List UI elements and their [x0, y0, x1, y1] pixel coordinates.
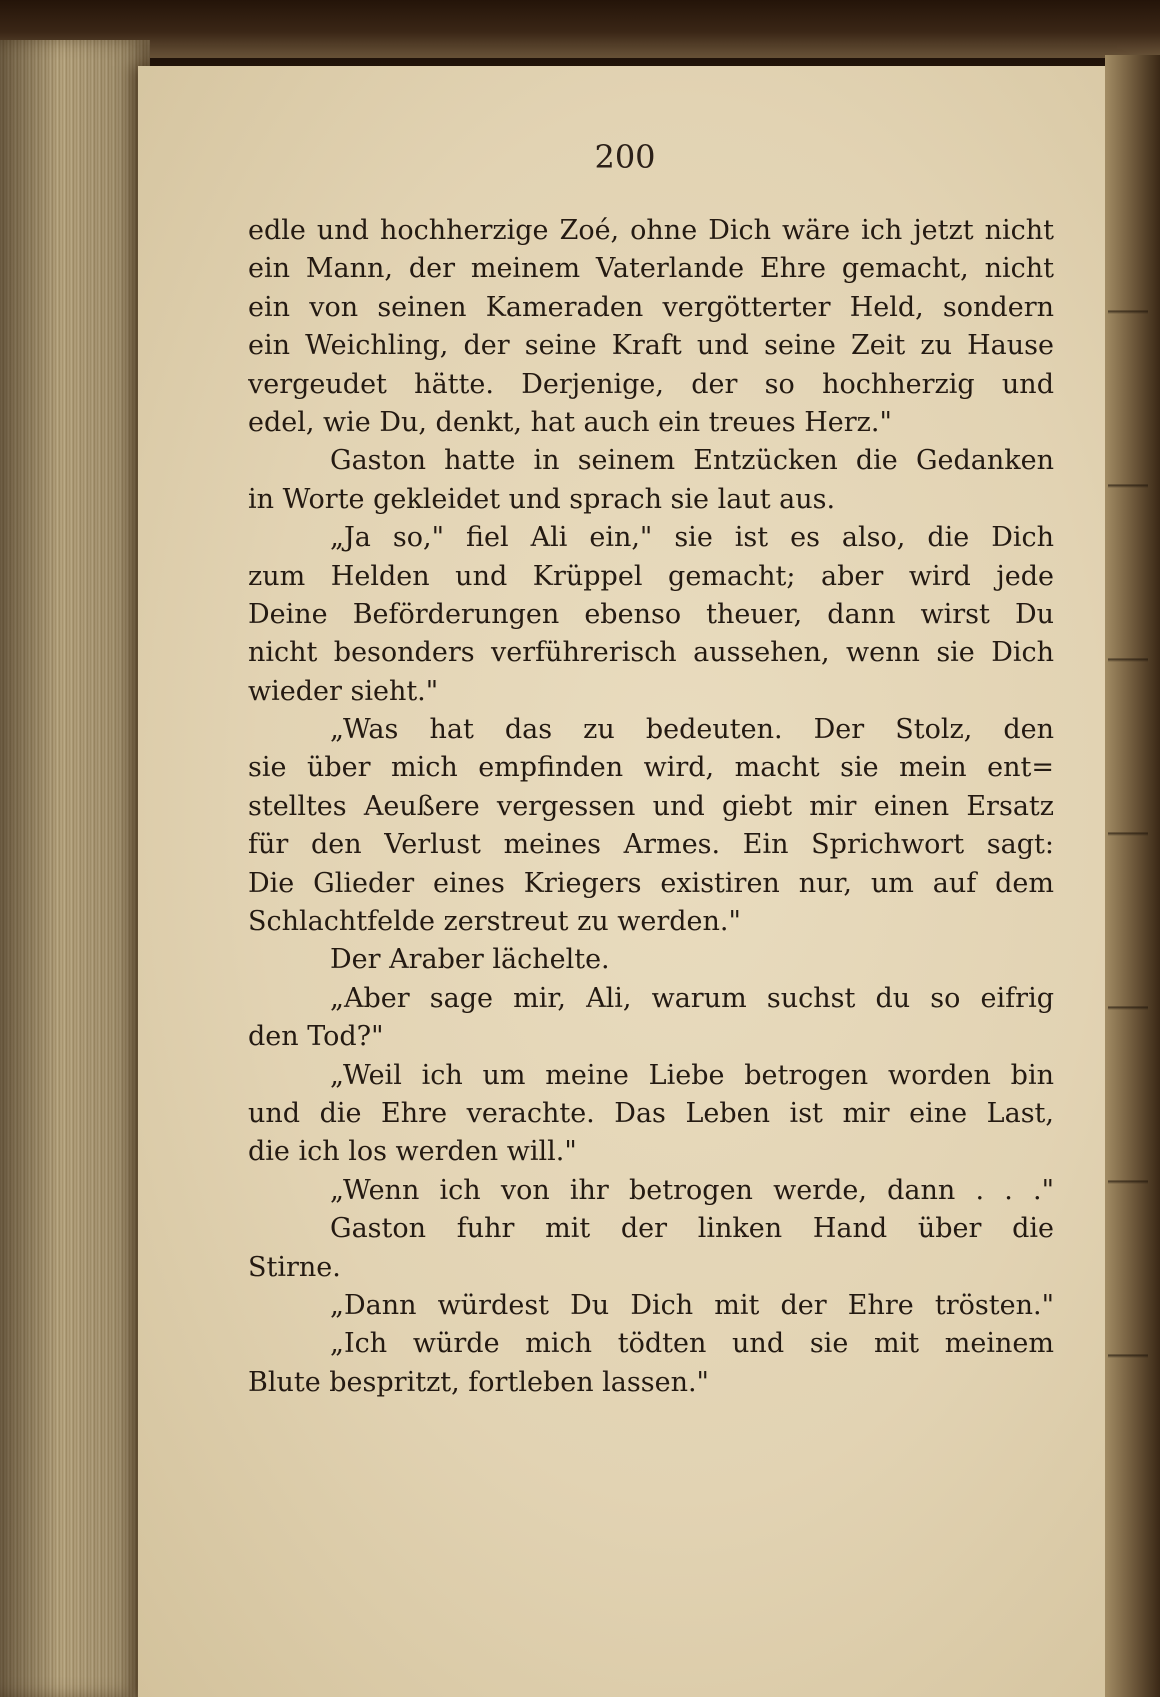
text-line: vergeudet hätte. Derjenige, der so hochherzig und	[248, 368, 1054, 400]
text-line: „Ich würde mich tödten und sie mit meinem	[330, 1328, 1054, 1360]
text-line: die ich los werden will."	[248, 1136, 577, 1168]
text-line: Stirne.	[248, 1251, 341, 1283]
text-line: Der Araber lächelte.	[330, 944, 610, 976]
page-number: 200	[594, 138, 656, 176]
text-line: Die Glieder eines Kriegers existiren nur, um auf dem	[248, 867, 1054, 899]
text-line: in Worte gekleidet und sprach sie laut aus.	[248, 483, 836, 515]
text-line: Schlachtfelde zerstreut zu werden."	[248, 906, 741, 938]
text-line: zum Helden und Krüppel gemacht; aber wird jede	[248, 560, 1054, 592]
text-line: „Dann würdest Du Dich mit der Ehre trösten."	[330, 1289, 1054, 1321]
text-line: ein Weichling, der seine Kraft und seine Zeit zu Hause	[248, 330, 1054, 362]
text-line: stelltes Aeußere vergessen und giebt mir einen Ersatz	[248, 790, 1054, 822]
text-line: nicht besonders verführerisch aussehen, wenn sie Dich	[248, 637, 1054, 669]
text-line: Deine Beförderungen ebenso theuer, dann wirst Du	[248, 598, 1054, 630]
body-text	[248, 212, 1054, 1402]
text-line: edle und hochherzige Zoé, ohne Dich wäre ich jetzt nicht	[248, 215, 1054, 246]
page-stack-shadow	[0, 40, 150, 1697]
text-line: „Wenn ich von ihr betrogen werde, dann . . ."	[330, 1174, 1054, 1206]
text-line: „Weil ich um meine Liebe betrogen worden bin	[330, 1059, 1054, 1091]
text-line: Blute bespritzt, fortleben lassen."	[248, 1366, 709, 1398]
text-line: und die Ehre verachte. Das Leben ist mir eine Last,	[248, 1097, 1054, 1129]
text-line: „Was hat das zu bedeuten. Der Stolz, den	[330, 714, 1054, 746]
text-line: Gaston hatte in seinem Entzücken die Gedanken	[330, 445, 1054, 477]
text-line: „Aber sage mir, Ali, warum suchst du so eifrig	[330, 982, 1054, 1014]
text-line: ein von seinen Kameraden vergötterter Held, sondern	[248, 291, 1054, 323]
text-line: Gaston fuhr mit der linken Hand über die	[330, 1213, 1054, 1245]
text-line: „Ja so," fiel Ali ein," sie ist es also, die Dich	[330, 522, 1054, 554]
text-line: für den Verlust meines Armes. Ein Sprichwort sagt:	[248, 829, 1054, 861]
binding-top-edge	[0, 0, 1160, 58]
text-line: wieder sieht."	[248, 675, 439, 707]
gutter-marks	[1108, 140, 1148, 1440]
text-line: ein Mann, der meinem Vaterlande Ehre gemacht, nicht	[248, 253, 1054, 285]
text-line: sie über mich empfinden wird, macht sie mein ent=	[248, 752, 1054, 784]
text-line: edel, wie Du, denkt, hat auch ein treues Herz."	[248, 406, 892, 438]
text-line: den Tod?"	[248, 1021, 384, 1053]
